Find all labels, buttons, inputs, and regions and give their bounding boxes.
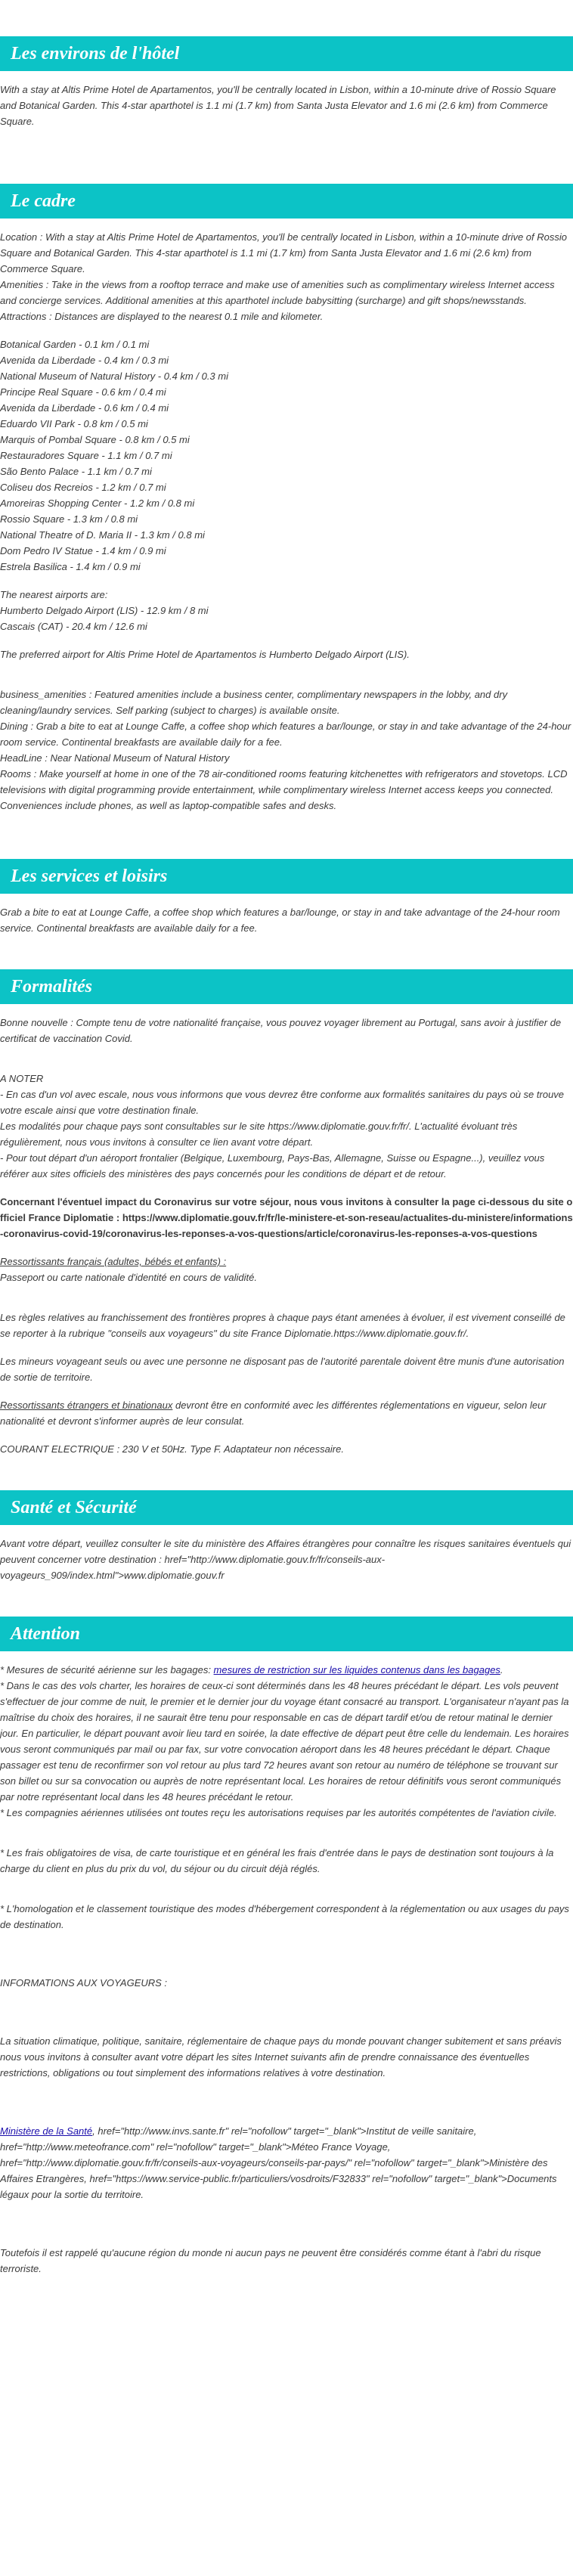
bagages-suffix: . <box>500 1664 503 1675</box>
list-item: Botanical Garden - 0.1 km / 0.1 mi <box>0 339 150 350</box>
ministere-paragraph <box>0 2123 573 2202</box>
list-item: Cascais (CAT) - 20.4 km / 12.6 mi <box>0 621 147 632</box>
toutefois-paragraph: Toutefois il est rappelé qu'aucune région du monde ni aucun pays ne peuvent être considérés comme étant à l'abri du risque terroriste. <box>0 2247 541 2274</box>
a-noter-line: - En cas d'un vol avec escale, nous vous informons que vous devrez être conforme aux formalités sanitaires du pays où se trouve votre escale ainsi que votre destination finale. <box>0 1089 565 1116</box>
sante-text: Avant votre départ, veuillez consulter le site du ministère des Affaires étrangères pour connaître les risques sanitaires éventuels qui peuvent concerner votre destination : href="http://www.diplomatie.gouv.fr/fr/conseils-aux-voyageurs_909/index.html">www.diplomatie.gouv.fr <box>0 1538 571 1581</box>
list-item: Eduardo VII Park - 0.8 km / 0.5 mi <box>0 418 148 429</box>
section-attention <box>0 1617 573 2310</box>
services-text: Grab a bite to eat at Lounge Caffe, a coffee shop which features a bar/lounge, or stay in and take advantage of the 24-hour room service. Continental breakfasts are available daily for a fee. <box>0 907 560 934</box>
section-sante <box>0 1490 573 1617</box>
section-title-cadre: Le cadre <box>0 184 573 219</box>
mineurs: Les mineurs voyageant seuls ou avec une personne ne disposant pas de l'autorité parentale doivent être munis d'une autorisation de sortie de territoire. <box>0 1356 565 1383</box>
courant-electrique: COURANT ELECTRIQUE : 230 V et 50Hz. Type F. Adaptateur non nécessaire. <box>0 1443 344 1455</box>
etrangers-title: Ressortissants étrangers et binationaux <box>0 1400 173 1411</box>
ministere-sante-link[interactable]: Ministère de la Santé <box>0 2125 93 2137</box>
section-title-services: Les services et loisirs <box>0 859 573 894</box>
situation-line: nous vous invitons à consulter avant votre départ les sites Internet suivants afin de prendre connaissance des éventuelles restrictions, obligations ou tout simplement des informations relatives à votre destination. <box>0 2051 530 2078</box>
attractions-list <box>0 336 573 575</box>
ressortissants-fr-text: Passeport ou carte nationale d'identité en cours de validité. <box>0 1272 257 1283</box>
section-title-formalites: Formalités <box>0 969 573 1004</box>
list-item: Estrela Basilica - 1.4 km / 0.9 mi <box>0 561 141 572</box>
cadre-amenities: Amenities : Take in the views from a rooftop terrace and make use of amenities such as complimentary wireless Internet access and concierge services. Additional amenities at this aparthotel include babysitting (surcharge) and gift shops/newsstands. <box>0 279 555 306</box>
airports-list <box>0 587 573 634</box>
cadre-attractions-intro: Attractions : Distances are displayed to the nearest 0.1 mile and kilometer. <box>0 311 324 322</box>
ministere-text: , href="http://www.invs.sante.fr" rel="nofollow" target="_blank">Institut de veille sanitaire, href="http://www.meteofrance.com" rel="nofollow" target="_blank">Méteo France Voyage, href="http://www.diplomatie.gouv.fr/fr/conseils-aux-voyageurs/conseils-par-pays/" rel="nofollow" target="_blank">Ministère des Affaires Etrangères, href="https://www.service-public.fr/particuliers/vosdroits/F32833" rel="nofollow" target="_blank">Documents légaux pour la sortie du territoire. <box>0 2125 557 2200</box>
list-item: Coliseu dos Recreios - 1.2 km / 0.7 mi <box>0 482 166 493</box>
section-formalites <box>0 969 573 1490</box>
list-item: Principe Real Square - 0.6 km / 0.4 mi <box>0 386 166 398</box>
list-item: Dom Pedro IV Statue - 1.4 km / 0.9 mi <box>0 545 166 556</box>
liquides-restriction-link[interactable]: mesures de restriction sur les liquides contenus dans les bagages <box>213 1664 500 1675</box>
infos-voyageurs-title: INFORMATIONS AUX VOYAGEURS : <box>0 1977 168 1989</box>
list-item: National Theatre of D. Maria II - 1.3 km / 0.8 mi <box>0 529 205 541</box>
etrangers-text: devront être en conformité avec les différentes réglementations en vigueur, selon leur nationalité et devront s'informer auprès de leur consulat. <box>0 1400 547 1427</box>
rooms: Rooms : Make yourself at home in one of the 78 air-conditioned rooms featuring kitchenettes with refrigerators and stovetops. LCD televisions with digital programming provide entertainment, while complimentary wireless Internet access keeps you connected. Conveniences include phones, as well as laptop-compatible safes and desks. <box>0 768 568 811</box>
section-services <box>0 859 573 969</box>
bonne-nouvelle: Bonne nouvelle : Compte tenu de votre nationalité française, vous pouvez voyager librement au Portugal, sans avoir à justifier de certificat de vaccination Covid. <box>0 1017 562 1044</box>
compagnies-paragraph: * Les compagnies aériennes utilisées ont toutes reçu les autorisations requises par les autorités compétentes de l'aviation civile. <box>0 1807 557 1818</box>
bagages-prefix: * Mesures de sécurité aérienne sur les bagages: <box>0 1664 214 1675</box>
etrangers-paragraph <box>0 1397 573 1429</box>
list-item: Avenida da Liberdade - 0.6 km / 0.4 mi <box>0 402 169 414</box>
list-item: Marquis of Pombal Square - 0.8 km / 0.5 mi <box>0 434 190 445</box>
section-environs <box>0 36 573 163</box>
list-item: Rossio Square - 1.3 km / 0.8 mi <box>0 513 138 525</box>
bagages-paragraph <box>0 1662 573 1678</box>
section-cadre <box>0 184 573 847</box>
horaires-paragraph: * Dans le cas des vols charter, les horaires de ceux-ci sont déterminés dans les 48 heures précédant le départ. Les vols peuvent s'effectuer de jour comme de nuit, le premier et le dernier jour du voyage étant consacré au transport. L'organisateur n'ayant pas la maîtrise du choix des horaires, il ne saurait être tenu pour responsable en cas de départ tardif et/ou de retour matinal le dernier jour. En particulier, le départ pouvant avoir lieu tard en soirée, la date effective de départ peut être celle du lendemain. Les horaires vous seront communiqués par mail ou par fax, sur votre convocation aéroport dans les 48 heures précédant le départ. Chaque passager est tenu de reconfirmer son vol retour au plus tard 72 heures avant son retour au numéro de téléphone se trouvant sur son billet ou sur sa convocation ou auprès de notre représentant local. Les horaires de retour définitifs vous seront communiqués par notre représentant local dans les 48 heures précédant le retour. <box>0 1680 569 1803</box>
environs-text: With a stay at Altis Prime Hotel de Apartamentos, you'll be centrally located in Lisbon, within a 10-minute drive of Rossio Square and Botanical Garden. This 4-star aparthotel is 1.1 mi (1.7 km) from Santa Justa Elevator and 1.6 mi (2.6 km) from Commerce Square. <box>0 84 556 127</box>
a-noter-title: A NOTER <box>0 1073 44 1084</box>
section-title-attention: Attention <box>0 1617 573 1651</box>
regles-frontieres: Les règles relatives au franchissement des frontières propres à chaque pays étant amenées à évoluer, il est vivement conseillé de se reporter à la rubrique "conseils aux voyageurs" du site France Diplomatie.https://www.diplomatie.gouv.fr/. <box>0 1312 565 1339</box>
situation-line: La situation climatique, politique, sanitaire, réglementaire de chaque pays du monde pouvant changer subitement et sans préavis <box>0 2035 562 2047</box>
covid-notice: Concernant l'éventuel impact du Coronavirus sur votre séjour, nous vous invitons à consulter la page ci-dessous du site officiel France Diplomatie : https://www.diplomatie.gouv.fr/fr/le-ministere-et-son-reseau/actualites-du-ministere/informations-coronavirus-covid-19/coronavirus-les-reponses-a-vos-questions/article/coronavirus-les-reponses-a-vos-questions <box>0 1196 573 1239</box>
ressortissants-fr-title: Ressortissants français (adultes, bébés et enfants) : <box>0 1256 227 1267</box>
a-noter-line: - Pour tout départ d'un aéroport frontalier (Belgique, Luxembourg, Pays-Bas, Allemagne, Suisse ou Espagne...), veuillez vous référer aux sites officiels des ministères des pays concernés pour les conditions de départ et de retour. <box>0 1152 545 1180</box>
section-title-environs: Les environs de l'hôtel <box>0 36 573 71</box>
frais-paragraph: * Les frais obligatoires de visa, de carte touristique et en général les frais d'entrée dans le pays de destination sont toujours à la charge du client en plus du prix du vol, du séjour ou du circuit déjà réglés. <box>0 1847 554 1874</box>
section-title-sante: Santé et Sécurité <box>0 1490 573 1525</box>
preferred-airport: The preferred airport for Altis Prime Hotel de Apartamentos is Humberto Delgado Airport (LIS). <box>0 649 410 660</box>
business-amenities: business_amenities : Featured amenities include a business center, complimentary newspapers in the lobby, and dry cleaning/laundry services. Self parking (subject to charges) is available onsite. <box>0 689 508 716</box>
dining: Dining : Grab a bite to eat at Lounge Caffe, a coffee shop which features a bar/lounge, or stay in and take advantage of the 24-hour room service. Continental breakfasts are available daily for a fee. <box>0 721 571 748</box>
headline: HeadLine : Near National Museum of Natural History <box>0 752 230 764</box>
list-item: National Museum of Natural History - 0.4 km / 0.3 mi <box>0 370 228 382</box>
list-item: Amoreiras Shopping Center - 1.2 km / 0.8 mi <box>0 498 195 509</box>
list-item: Avenida da Liberdade - 0.4 km / 0.3 mi <box>0 355 169 366</box>
list-item: São Bento Palace - 1.1 km / 0.7 mi <box>0 466 152 477</box>
homologation-paragraph: * L'homologation et le classement touristique des modes d'hébergement correspondent à la réglementation ou aux usages du pays de destination. <box>0 1903 569 1930</box>
airports-intro: The nearest airports are: <box>0 589 108 600</box>
cadre-location: Location : With a stay at Altis Prime Hotel de Apartamentos, you'll be centrally located in Lisbon, within a 10-minute drive of Rossio Square and Botanical Garden. This 4-star aparthotel is 1.1 mi (1.7 km) from Santa Justa Elevator and 1.6 mi (2.6 km) from Commerce Square. <box>0 231 567 274</box>
list-item: Humberto Delgado Airport (LIS) - 12.9 km / 8 mi <box>0 605 209 616</box>
a-noter-line: Les modalités pour chaque pays sont consultables sur le site https://www.diplomatie.gouv.fr/fr/. L'actualité évoluant très régulièrement, nous vous invitons à consulter ce lien avant votre départ. <box>0 1121 518 1148</box>
list-item: Restauradores Square - 1.1 km / 0.7 mi <box>0 450 172 461</box>
